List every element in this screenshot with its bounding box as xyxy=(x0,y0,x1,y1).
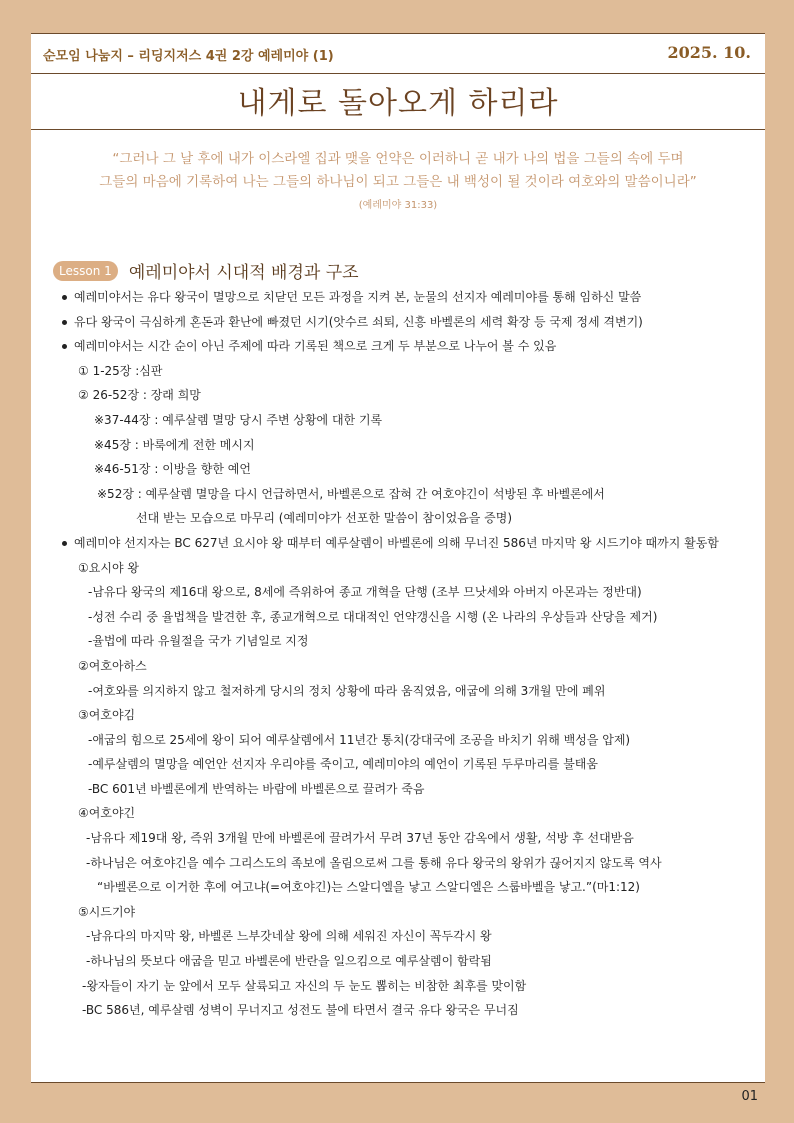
subheading-item: ③여호야김 xyxy=(78,708,136,723)
lesson-body xyxy=(31,285,765,1023)
document-page xyxy=(31,33,765,1082)
detail-item: -남유다의 마지막 왕, 바벨론 느부갓네살 왕에 의해 세워진 자신이 꼭두각시 왕 xyxy=(86,929,492,944)
note-item: ※52장 : 예루살렘 멸망을 다시 언급하면서, 바벨론으로 잡혀 간 여호야긴이 석방된 후 바벨론에서 xyxy=(97,486,605,501)
verse-line-1: “그러나 그 날 후에 내가 이스라엘 집과 맺을 언약은 이러하니 곧 내가 나의 법을 그들의 속에 두며 xyxy=(112,151,684,167)
subheading-item: ②여호아하스 xyxy=(78,658,147,673)
lesson-badge: Lesson 1 xyxy=(53,261,118,281)
title-box xyxy=(31,74,765,130)
page-title: 내게로 돌아오게 하리라 xyxy=(237,86,559,121)
subheading-item: ④여호야긴 xyxy=(78,806,136,821)
detail-item: -하나님의 뜻보다 애굽을 믿고 바벨론에 반란을 일으킴으로 예루살렘이 함락됨 xyxy=(86,954,492,969)
page-number: 01 xyxy=(741,1089,758,1104)
footer-divider xyxy=(31,1082,765,1083)
note-item: ※45장 : 바룩에게 전한 메시지 xyxy=(94,437,255,452)
subheading-item: ①요시야 왕 xyxy=(78,560,139,575)
detail-item: -율법에 따라 유월절을 국가 기념일로 지정 xyxy=(88,634,309,649)
series-title: 순모임 나눔지 – 리딩지저스 4권 2강 예레미야 (1) xyxy=(43,49,334,64)
detail-item: -왕자들이 자기 눈 앞에서 모두 살륙되고 자신의 두 눈도 뽑히는 비참한 최후를 맞이함 xyxy=(82,978,527,993)
detail-item: -BC 586년, 예루살렘 성벽이 무너지고 성전도 불에 타면서 결국 유다 왕국은 무너짐 xyxy=(82,1003,519,1018)
detail-item: -예루살렘의 멸망을 예언안 선지자 우리야를 죽이고, 예레미야의 예언이 기록된 두루마리를 불태움 xyxy=(88,757,598,772)
detail-item: -BC 601년 바벨론에게 반역하는 바람에 바벨론으로 끌려가 죽음 xyxy=(88,781,425,796)
bullet-item: 예레미야서는 유다 왕국이 멸망으로 치닫던 모든 과정을 지켜 본, 눈물의 선지자 예레미야를 통해 임하신 말씀 xyxy=(74,285,794,310)
detail-item: -하나님은 여호야긴을 예수 그리스도의 족보에 올림으로써 그를 통해 유다 왕국의 왕위가 끊어지지 않도록 역사 xyxy=(86,855,662,870)
note-item: ※37-44장 : 예루살렘 멸망 당시 주변 상황에 대한 기록 xyxy=(94,412,383,427)
detail-item: -성전 수리 중 율법책을 발견한 후, 종교개혁으로 대대적인 언약갱신을 시행 (온 나라의 우상들과 산당을 제거) xyxy=(88,609,658,624)
key-verse xyxy=(31,148,765,194)
bullet-item: 예레미야 선지자는 BC 627년 요시야 왕 때부터 예루살렘이 바벨론에 의해 무너진 586년 마지막 왕 시드기야 때까지 활동함 xyxy=(74,531,794,556)
header-bar xyxy=(31,33,765,74)
verse-line-2: 그들의 마음에 기록하여 나는 그들의 하나님이 되고 그들은 내 백성이 될 것이라 여호와의 말씀이니라” xyxy=(99,174,697,190)
list-item: ① 1-25장 :심판 xyxy=(78,363,163,378)
lesson-heading xyxy=(53,258,359,283)
note-item: ※46-51장 : 이방을 향한 예언 xyxy=(94,462,251,477)
bullet-item: 예레미야서는 시간 순이 아닌 주제에 따라 기록된 책으로 크게 두 부분으로 나누어 볼 수 있음 xyxy=(74,334,794,359)
detail-item: -남유다 왕국의 제16대 왕으로, 8세에 즉위하여 종교 개혁을 단행 (조부 므낫세와 아버지 아몬과는 정반대) xyxy=(88,585,642,600)
scripture-quote: “바벨론으로 이거한 후에 여고냐(=여호야긴)는 스알디엘을 낳고 스알디엘은 스룹바벨을 낳고.”(마1:12) xyxy=(97,880,640,895)
list-item: ② 26-52장 : 장래 희망 xyxy=(78,388,201,403)
subheading-item: ⑤시드기야 xyxy=(78,904,136,919)
detail-item: -애굽의 힘으로 25세에 왕이 되어 예루살렘에서 11년간 통치(강대국에 조공을 바치기 위해 백성을 압제) xyxy=(88,732,631,747)
detail-item: -여호와를 의지하지 않고 철저하게 당시의 정치 상황에 따라 움직였음, 애굽에 의해 3개월 만에 폐위 xyxy=(88,683,606,698)
note-continuation: 선대 받는 모습으로 마무리 (예레미야가 선포한 말씀이 참이었음을 증명) xyxy=(136,511,513,526)
bullet-item: 유다 왕국이 극심하게 혼돈과 환난에 빠졌던 시기(앗수르 쇠퇴, 신흥 바벨론의 세력 확장 등 국제 정세 격변기) xyxy=(74,310,794,335)
verse-reference: (예레미야 31:33) xyxy=(358,200,438,211)
lesson-title: 예레미야서 시대적 배경과 구조 xyxy=(128,263,359,283)
issue-date: 2025. 10. xyxy=(667,43,751,62)
detail-item: -남유다 제19대 왕, 즉위 3개월 만에 바벨론에 끌려가서 무려 37년 동안 감옥에서 생활, 석방 후 선대받음 xyxy=(86,831,634,846)
